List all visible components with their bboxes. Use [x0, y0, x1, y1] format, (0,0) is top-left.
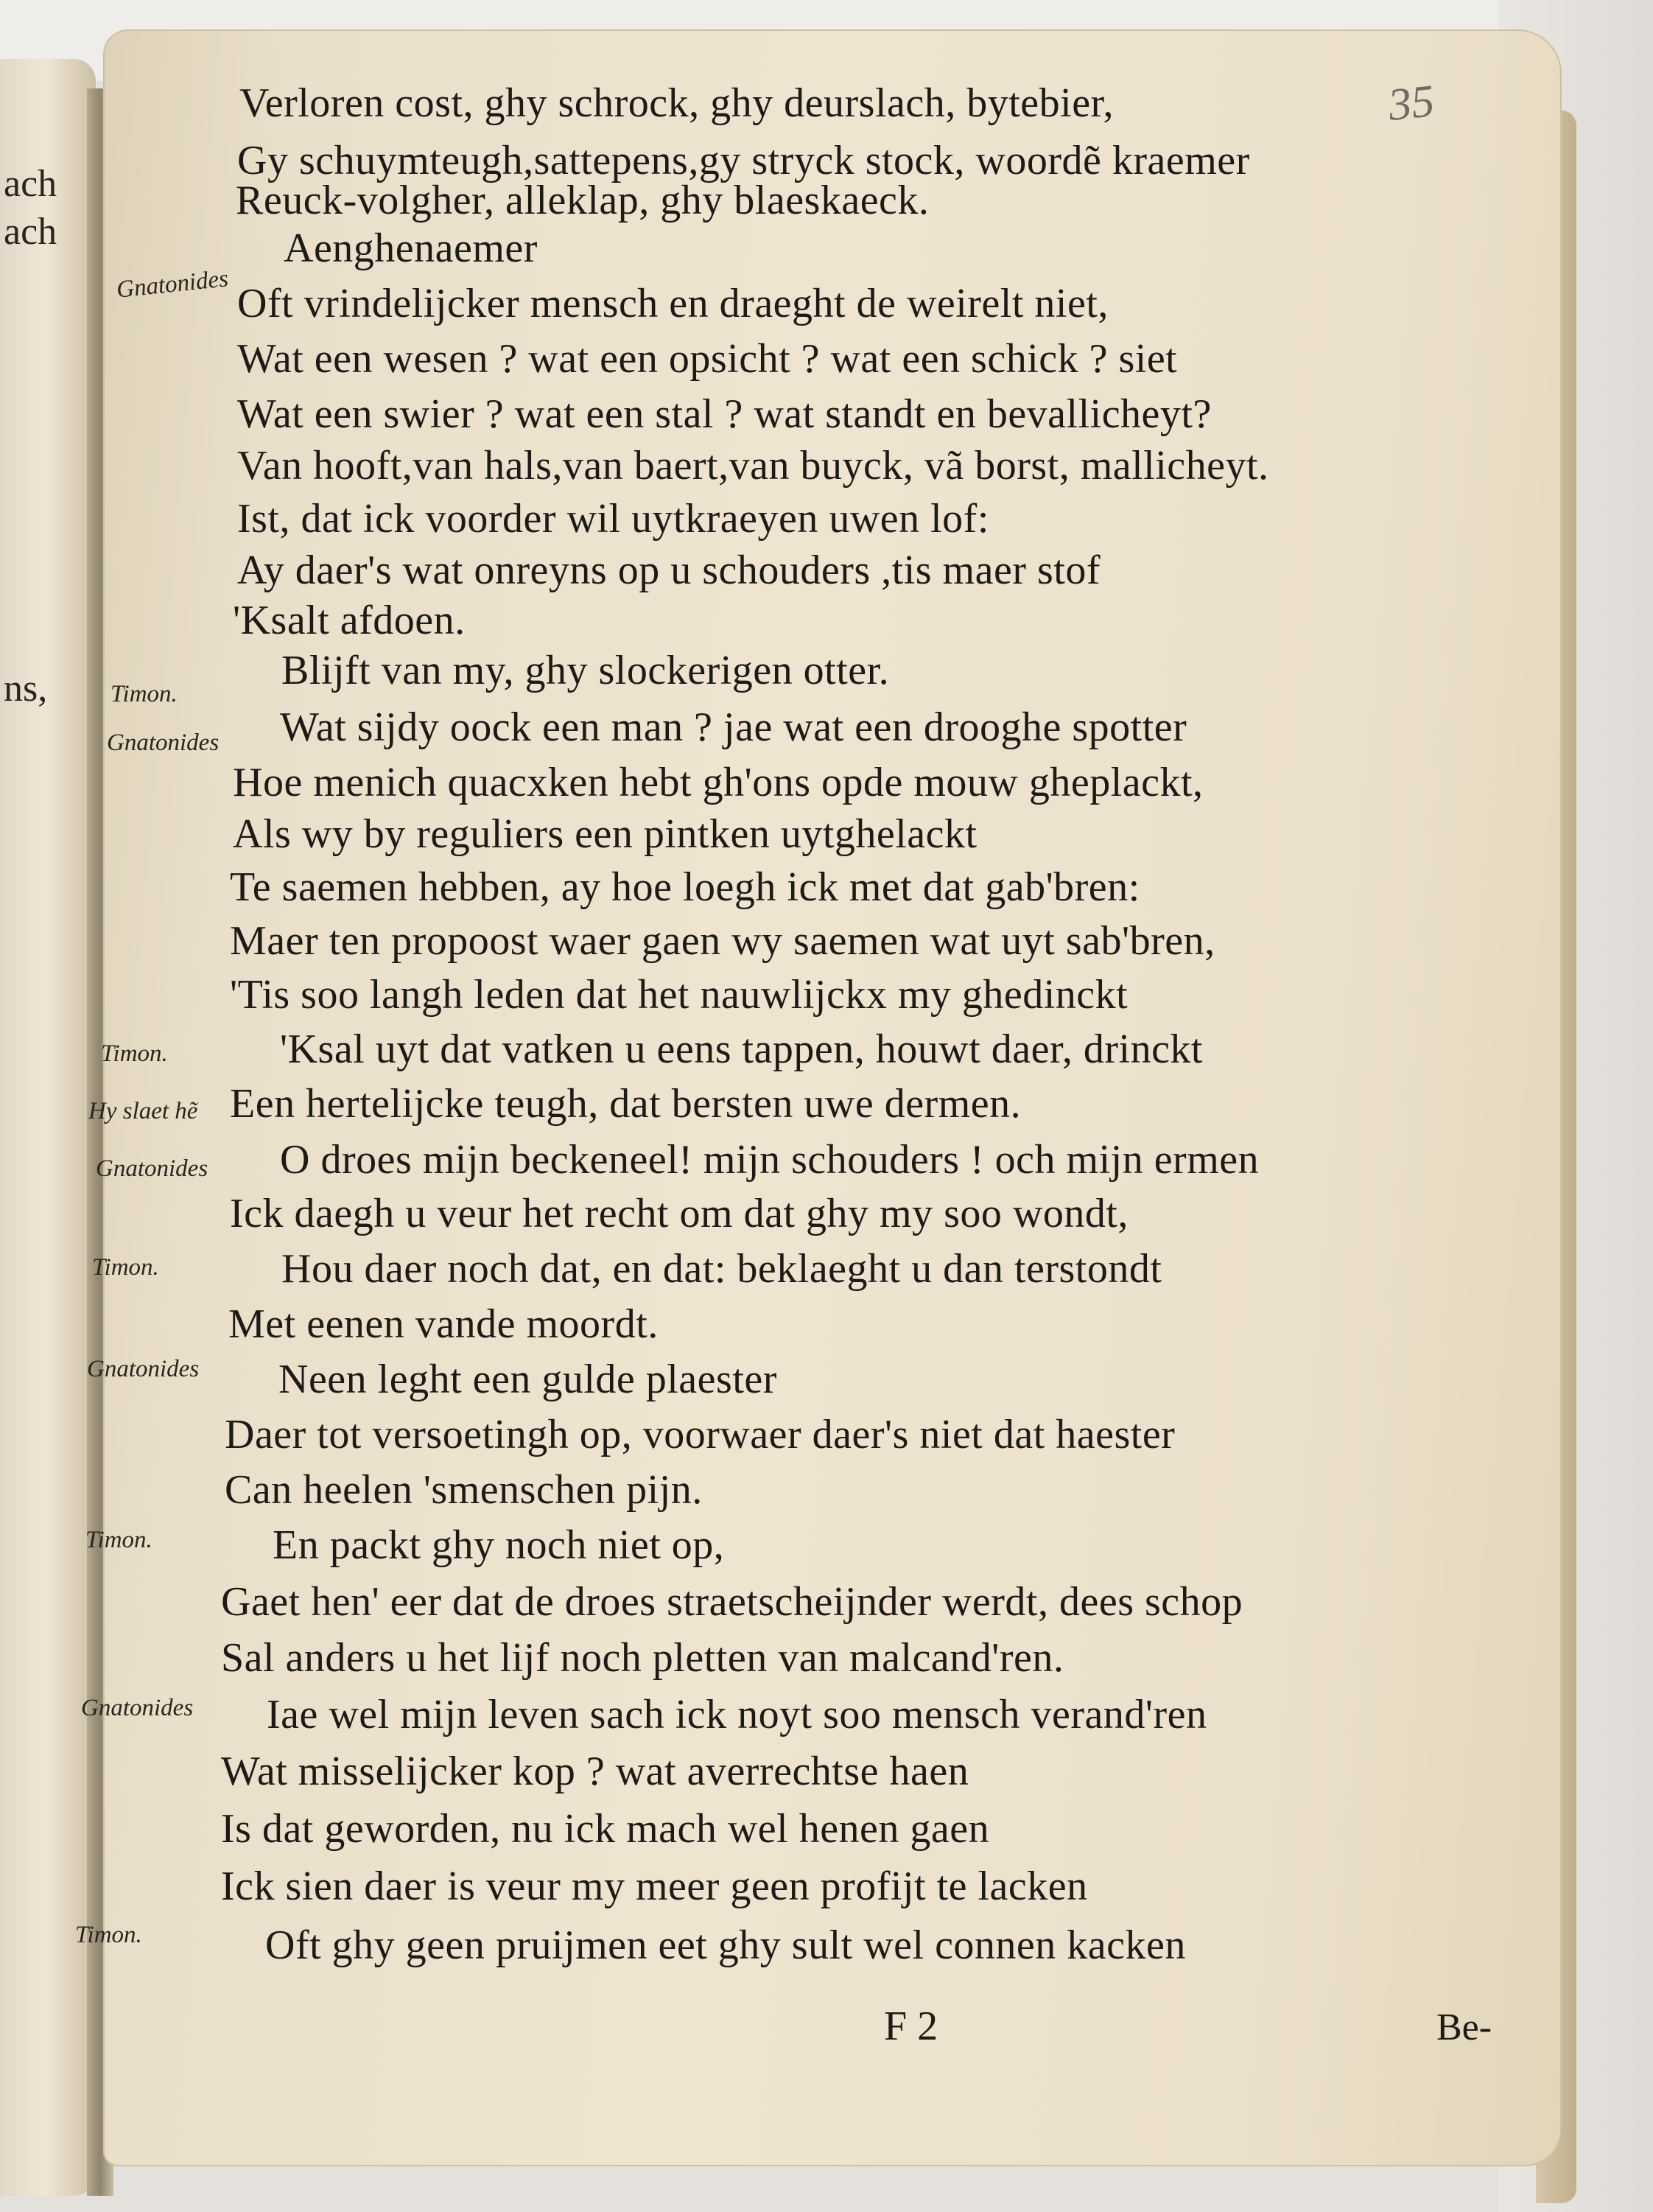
- left-page-edge: [0, 59, 96, 2196]
- text-line: Een hertelijcke teugh, dat bersten uwe dermen.: [230, 1081, 1022, 1127]
- text-line: Van hooft,van hals,van baert,van buyck, vã borst, mallicheyt.: [237, 443, 1269, 489]
- speaker-label: Gnatonides: [87, 1356, 200, 1382]
- speaker-label: Timon.: [92, 1254, 159, 1281]
- text-line: Daer tot versoetingh op, voorwaer daer's niet dat haester: [225, 1412, 1176, 1457]
- text-line: Hou daer noch dat, en dat: beklaeght u dan terstondt: [281, 1246, 1162, 1292]
- text-line: Iae wel mijn leven sach ick noyt soo mensch verand'ren: [267, 1692, 1207, 1737]
- text-line: Aenghenaemer: [284, 225, 538, 271]
- text-line: Te saemen hebben, ay hoe loegh ick met dat gab'bren:: [230, 864, 1140, 910]
- text-line: Als wy by reguliers een pintken uytghelackt: [233, 811, 978, 857]
- text-line: Met eenen vande moordt.: [228, 1301, 659, 1347]
- text-line: 'Ksal uyt dat vatken u eens tappen, houwt daer, drinckt: [280, 1026, 1203, 1072]
- text-line: En packt ghy noch niet op,: [273, 1522, 725, 1568]
- text-line: 'Ksalt afdoen.: [233, 598, 466, 643]
- text-line: Ick sien daer is veur my meer geen profijt te lacken: [221, 1863, 1088, 1909]
- speaker-label: Gnatonides: [107, 729, 220, 756]
- text-line: Wat sijdy oock een man ? jae wat een drooghe spotter: [280, 704, 1187, 750]
- text-line: Reuck-volgher, alleklap, ghy blaeskaeck.: [236, 178, 930, 223]
- text-line: Gy schuymteugh,sattepens,gy stryck stock, woordẽ kraemer: [237, 138, 1250, 183]
- text-line: Wat misselijcker kop ? wat averrechtse haen: [221, 1749, 969, 1794]
- speaker-label: Hy slaet hẽ: [88, 1098, 198, 1124]
- text-line: Oft ghy geen pruijmen eet ghy sult wel connen kacken: [265, 1922, 1186, 1968]
- text-line: Neen leght een gulde plaester: [278, 1357, 777, 1402]
- left-page-fragment: ns,: [4, 668, 48, 710]
- text-line: Ist, dat ick voorder wil uytkraeyen uwen lof:: [237, 496, 989, 542]
- text-line: Can heelen 'smenschen pijn.: [225, 1467, 703, 1513]
- left-page-fragment: ach: [4, 211, 57, 253]
- catchword: Be-: [1436, 2006, 1492, 2048]
- folio-number: 35: [1386, 75, 1437, 131]
- speaker-label: Gnatonides: [81, 1695, 194, 1721]
- text-line: Oft vrindelijcker mensch en draeght de weirelt niet,: [237, 281, 1109, 326]
- speaker-label: Timon.: [110, 681, 178, 707]
- speaker-label: Timon.: [85, 1527, 152, 1553]
- text-line: Sal anders u het lijf noch pletten van malcand'ren.: [221, 1635, 1064, 1681]
- text-line: O droes mijn beckeneel! mijn schouders ! och mijn ermen: [280, 1137, 1260, 1183]
- text-line: Wat een swier ? wat een stal ? wat standt en bevallicheyt?: [237, 391, 1212, 437]
- signature-mark: F 2: [884, 2003, 938, 2049]
- text-line: Gaet hen' eer dat de droes straetscheijnder werdt, dees schop: [221, 1579, 1243, 1625]
- text-line: Maer ten propoost waer gaen wy saemen wat uyt sab'bren,: [230, 918, 1215, 964]
- text-line: Verloren cost, ghy schrock, ghy deurslach, bytebier,: [239, 80, 1114, 126]
- text-line: Ick daegh u veur het recht om dat ghy my soo wondt,: [230, 1191, 1129, 1236]
- text-line: Is dat geworden, nu ick mach wel henen gaen: [221, 1806, 990, 1852]
- left-page-fragment: ach: [4, 163, 57, 205]
- text-line: Ay daer's wat onreyns op u schouders ,tis maer stof: [237, 547, 1101, 593]
- text-line: Blijft van my, ghy slockerigen otter.: [281, 648, 890, 693]
- speaker-label: Gnatonides: [96, 1155, 208, 1182]
- text-line: 'Tis soo langh leden dat het nauwlijckx my ghedinckt: [230, 972, 1129, 1018]
- speaker-label: Timon.: [75, 1922, 142, 1948]
- speaker-label: Gnatonides: [115, 265, 230, 304]
- text-line: Wat een wesen ? wat een opsicht ? wat een schick ? siet: [237, 336, 1178, 382]
- speaker-label: Timon.: [101, 1040, 168, 1067]
- text-line: Hoe menich quacxken hebt gh'ons opde mouw gheplackt,: [233, 760, 1204, 805]
